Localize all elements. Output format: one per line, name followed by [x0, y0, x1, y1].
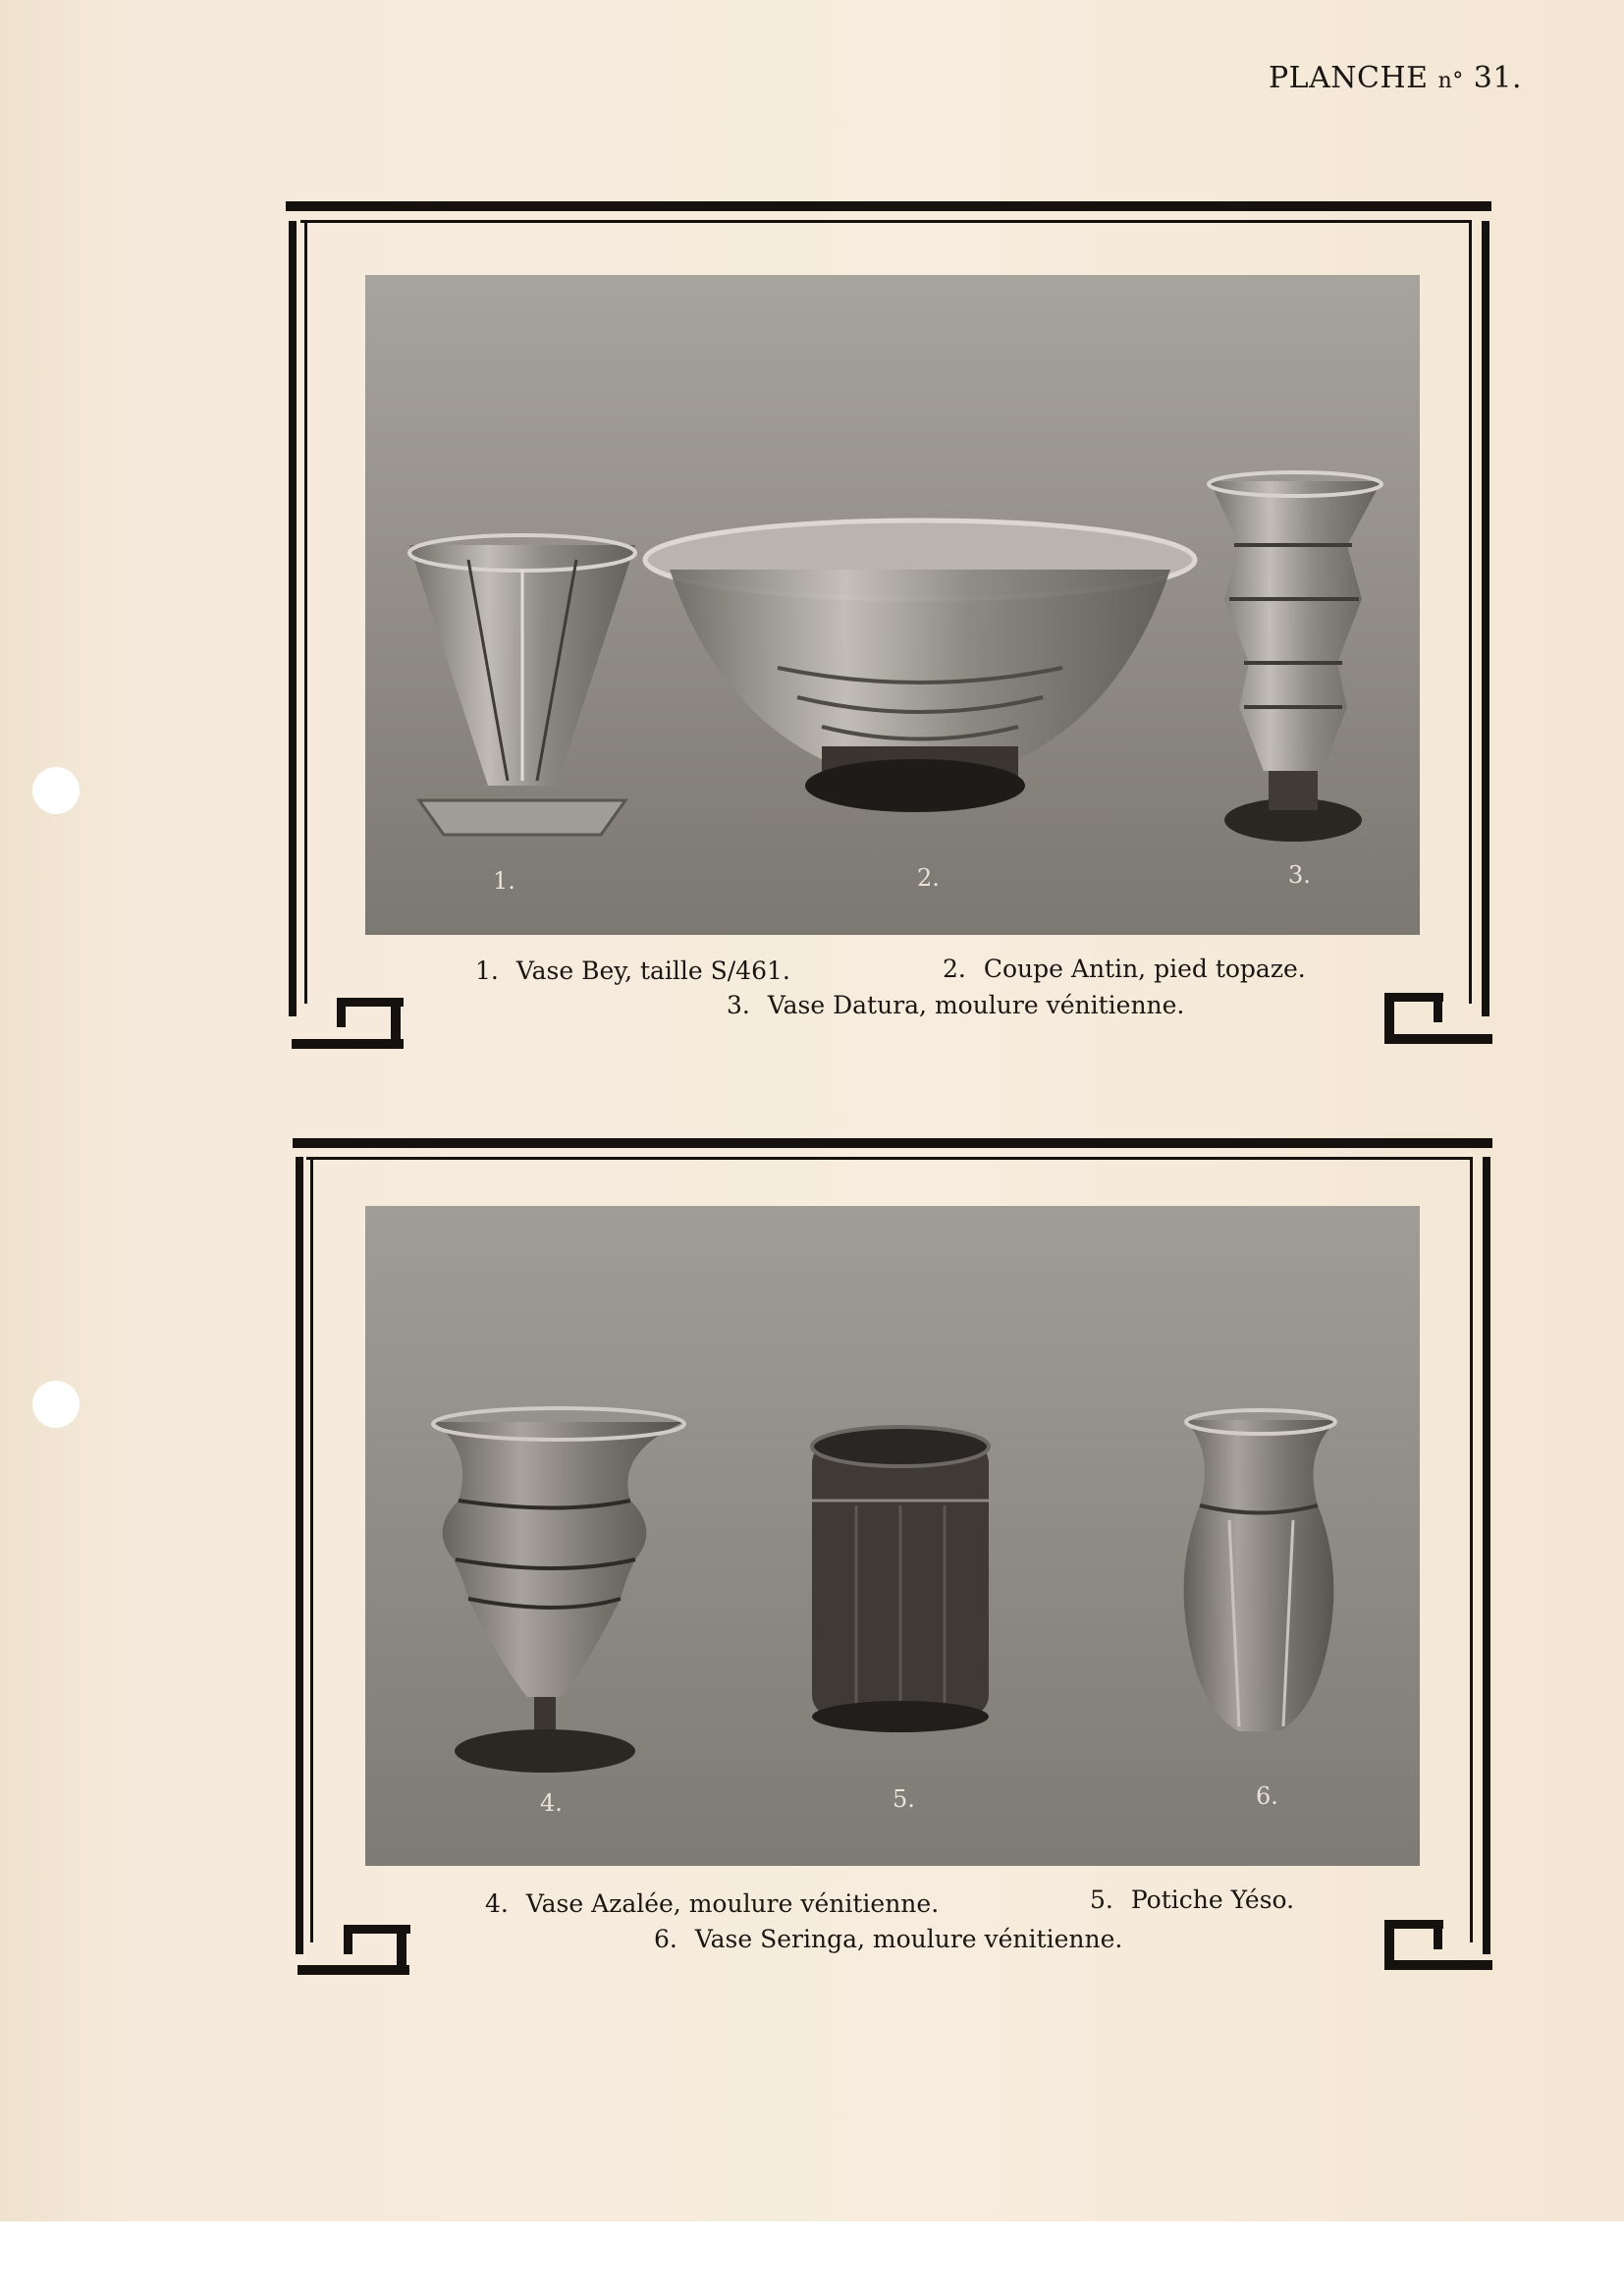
frame-top-rule [286, 201, 1491, 211]
vase-seringa-image [1184, 1410, 1337, 1731]
frame-right-inner-rule [1470, 1157, 1473, 1942]
item-number-label: 2. [917, 864, 940, 892]
frame-right-rule [1483, 1157, 1490, 1954]
caption-item-5: 5. Potiche Yéso. [1090, 1886, 1295, 1914]
caption-item-3: 3. Vase Datura, moulure vénitienne. [727, 991, 1185, 1019]
plate-number: 31. [1473, 61, 1522, 95]
plate-word: PLANCHE [1268, 61, 1429, 95]
item-number-label: 6. [1256, 1782, 1278, 1810]
frame-left-inner-rule [310, 1157, 313, 1942]
caption-item-6: 6. Vase Seringa, moulure vénitienne. [654, 1925, 1123, 1953]
frame-right-inner-rule [1469, 220, 1472, 1004]
photo-plate-top [365, 275, 1420, 935]
frame-right-rule [1482, 221, 1489, 1016]
frame-left-rule [296, 1157, 303, 1954]
frame-left-rule [289, 221, 297, 1016]
caption-item-2: 2. Coupe Antin, pied topaze. [943, 955, 1306, 983]
item-number-label: 4. [540, 1789, 563, 1817]
item-number-label: 5. [893, 1785, 915, 1813]
potiche-yeso-image [812, 1427, 989, 1732]
frame-inner-rule [306, 1157, 1473, 1160]
punch-hole [32, 767, 80, 814]
item-number-label: 3. [1288, 861, 1311, 889]
frame-top-rule [293, 1138, 1492, 1148]
number-sign: n° [1437, 69, 1464, 93]
item-number-label: 1. [493, 867, 515, 895]
frame-left-inner-rule [304, 220, 307, 1004]
photo-plate-bottom [365, 1206, 1420, 1866]
frame-inner-rule [300, 220, 1471, 223]
caption-item-1: 1. Vase Bey, taille S/461. [475, 957, 790, 985]
punch-hole [32, 1381, 80, 1428]
caption-item-4: 4. Vase Azalée, moulure vénitienne. [485, 1889, 940, 1918]
plate-number-heading [1269, 61, 1522, 95]
